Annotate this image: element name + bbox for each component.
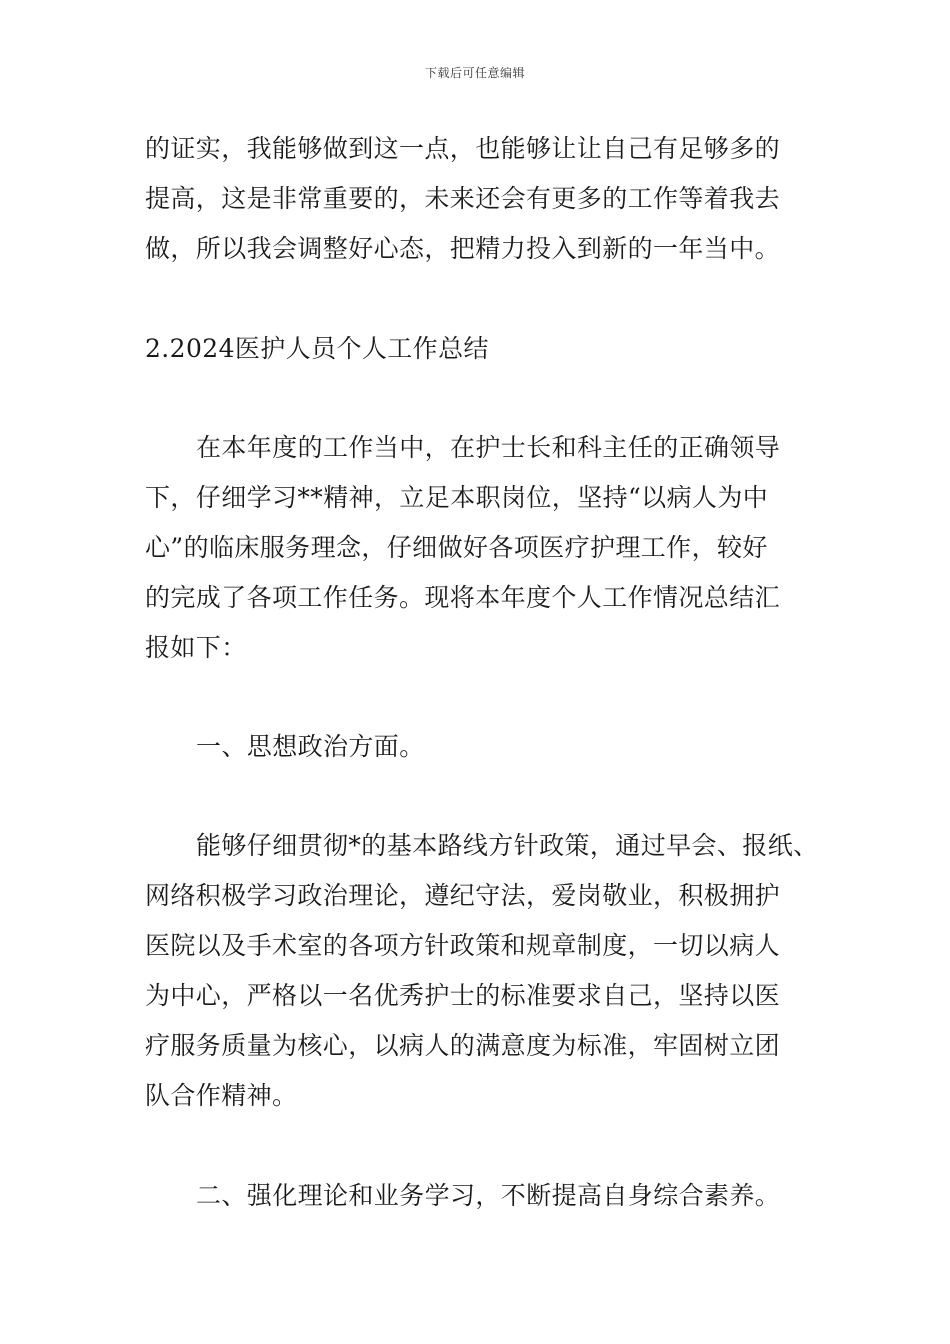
paragraph-line: 的证实，我能够做到这一点，也能够让让自己有足够多的 xyxy=(145,134,781,163)
paragraph-line: 做，所以我会调整好心态，把精力投入到新的一年当中。 xyxy=(145,234,781,263)
subheading: 一、思想政治方面。 xyxy=(196,732,425,761)
paragraph-line: 心”的临床服务理念，仔细做好各项医疗护理工作，较好 xyxy=(145,533,768,562)
paragraph-line: 在本年度的工作当中，在护士长和科主任的正确领导 xyxy=(196,433,781,462)
section-title: 2.2024医护人员个人工作总结 xyxy=(145,334,489,363)
subheading: 二、强化理论和业务学习，不断提高自身综合素养。 xyxy=(196,1181,781,1210)
paragraph-line: 提高，这是非常重要的，未来还会有更多的工作等着我去 xyxy=(145,184,781,213)
paragraph-line: 的完成了各项工作任务。现将本年度个人工作情况总结汇 xyxy=(145,583,781,612)
paragraph-line: 能够仔细贯彻*的基本路线方针政策，通过早会、报纸、 xyxy=(196,831,819,860)
paragraph-line: 为中心，严格以一名优秀护士的标准要求自己，坚持以医 xyxy=(145,981,781,1010)
paragraph-line: 医院以及手术室的各项方针政策和规章制度，一切以病人 xyxy=(145,931,781,960)
paragraph-line: 队合作精神。 xyxy=(145,1081,298,1110)
page-header: 下载后可任意编辑 xyxy=(424,66,525,80)
paragraph-line: 网络积极学习政治理论，遵纪守法，爱岗敬业，积极拥护 xyxy=(145,881,781,910)
paragraph-line: 报如下： xyxy=(145,633,247,662)
paragraph-line: 疗服务质量为核心，以病人的满意度为标准，牢固树立团 xyxy=(145,1031,781,1060)
paragraph-line: 下，仔细学习**精神，立足本职岗位，坚持“以病人为中 xyxy=(145,483,769,512)
